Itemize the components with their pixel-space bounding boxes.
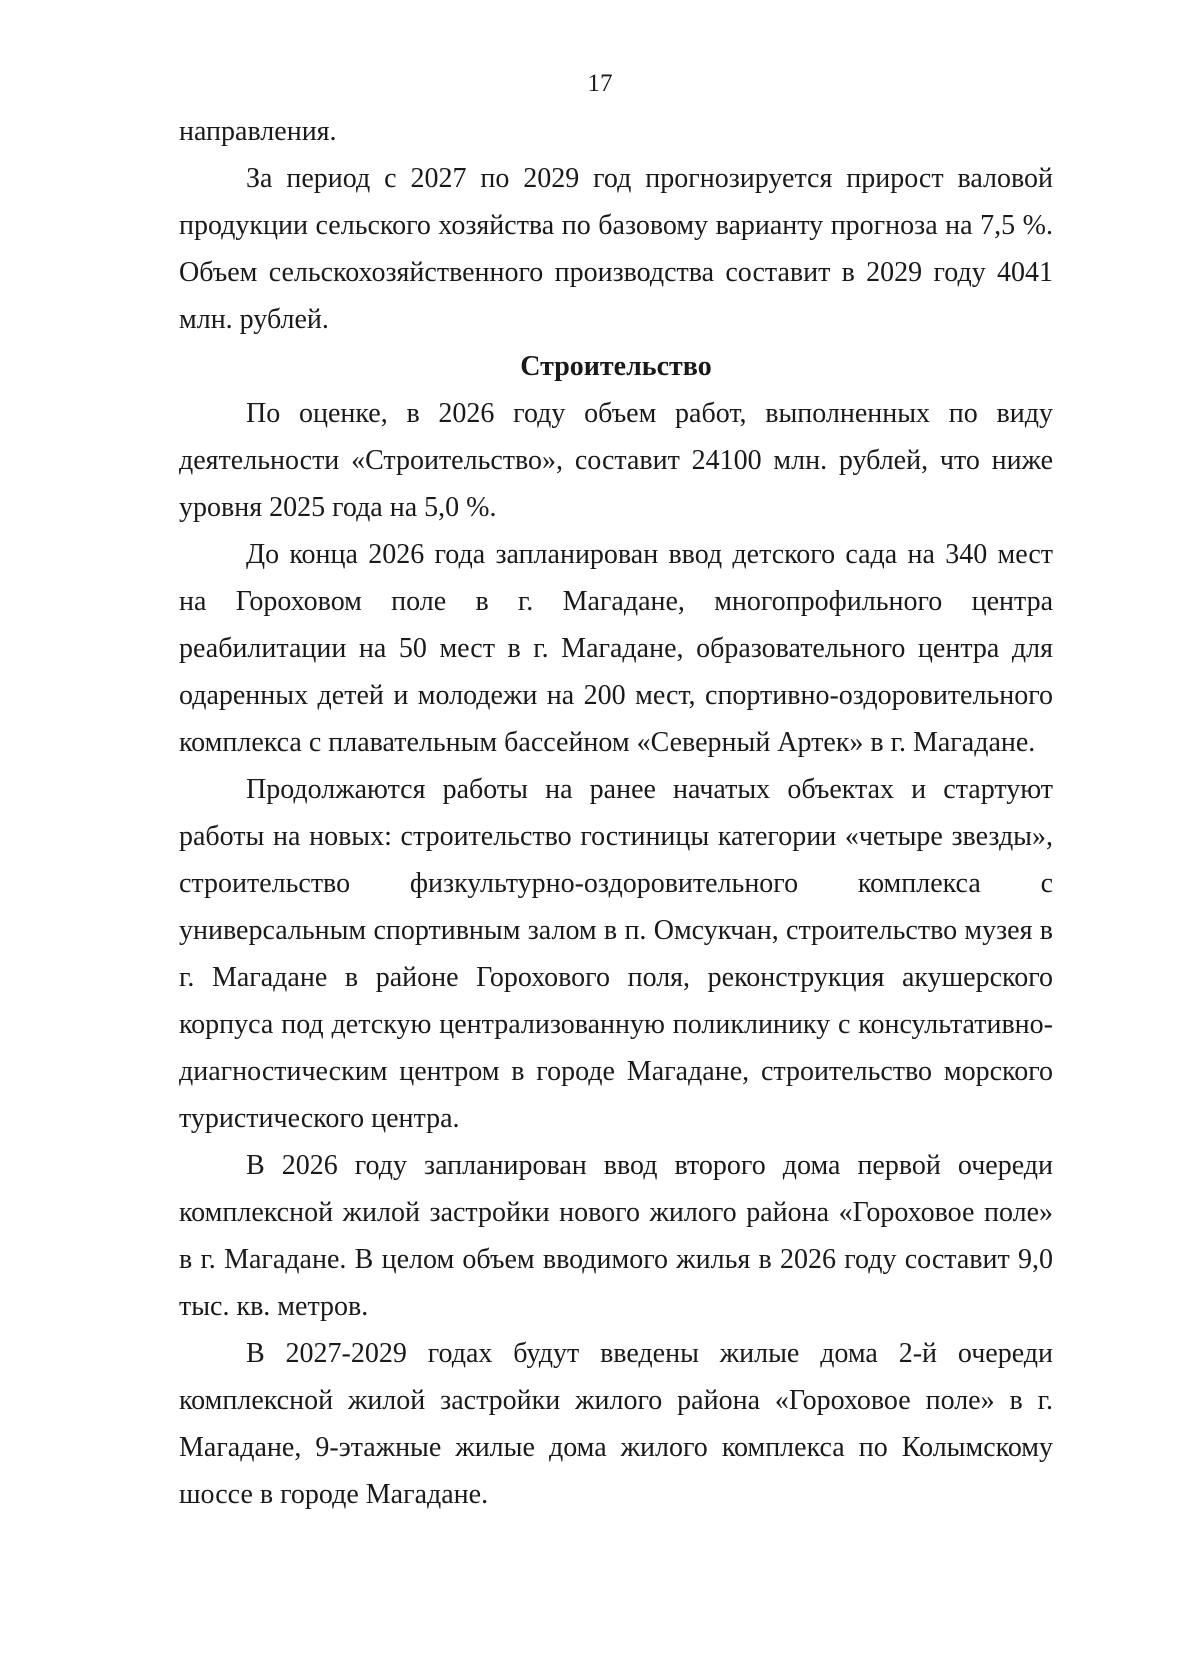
paragraph-planned-objects: До конца 2026 года запланирован ввод детского сада на 340 мест на Гороховом поле в г. Магадане, многопрофильного центра реабилитации на 50 мест в г. Магадане, образовательного центра для одаренных детей и молодежи на 200 мест, спортивно-оздоровительного комплекса с плавательным бассейном «Северный Артек» в г. Магадане. bbox=[179, 539, 1053, 758]
paragraph-construction-estimate: По оценке, в 2026 году объем работ, выполненных по виду деятельности «Строительство», составит 24100 млн. рублей, что ниже уровня 2025 года на 5,0 %. bbox=[179, 398, 1053, 523]
paragraph-ongoing-works: Продолжаются работы на ранее начатых объектах и стартуют работы на новых: строительство гостиницы категории «четыре звезды», строительство физкультурно-оздоровительного комплекса с универсальным спортивным залом в п. Омсукчан, строительство музея в г. Магадане в районе Горохового поля, реконструкция акушерского корпуса под детскую централизованную поликлинику с консультативно-диагностическим центром в городе Магадане, строительство морского туристического центра. bbox=[179, 774, 1053, 1134]
paragraph-housing-2027-2029: В 2027-2029 годах будут введены жилые дома 2-й очереди комплексной жилой застройки жилого района «Гороховое поле» в г. Магадане, 9-этажные жилые дома жилого комплекса по Колымскому шоссе в городе Магадане. bbox=[179, 1338, 1053, 1510]
page-number: 17 bbox=[587, 70, 613, 97]
paragraph-continuation: направления. bbox=[179, 116, 337, 147]
document-body bbox=[179, 108, 1053, 1518]
section-heading-construction: Строительство bbox=[520, 351, 712, 382]
paragraph-housing-2026: В 2026 году запланирован ввод второго дома первой очереди комплексной жилой застройки нового жилого района «Гороховое поле» в г. Магадане. В целом объем вводимого жилья в 2026 году составит 9,0 тыс. кв. метров. bbox=[179, 1150, 1053, 1322]
paragraph-agriculture-forecast: За период с 2027 по 2029 год прогнозируется прирост валовой продукции сельского хозяйства по базовому варианту прогноза на 7,5 %. Объем сельскохозяйственного производства составит в 2029 году 4041 млн. рублей. bbox=[179, 163, 1053, 335]
